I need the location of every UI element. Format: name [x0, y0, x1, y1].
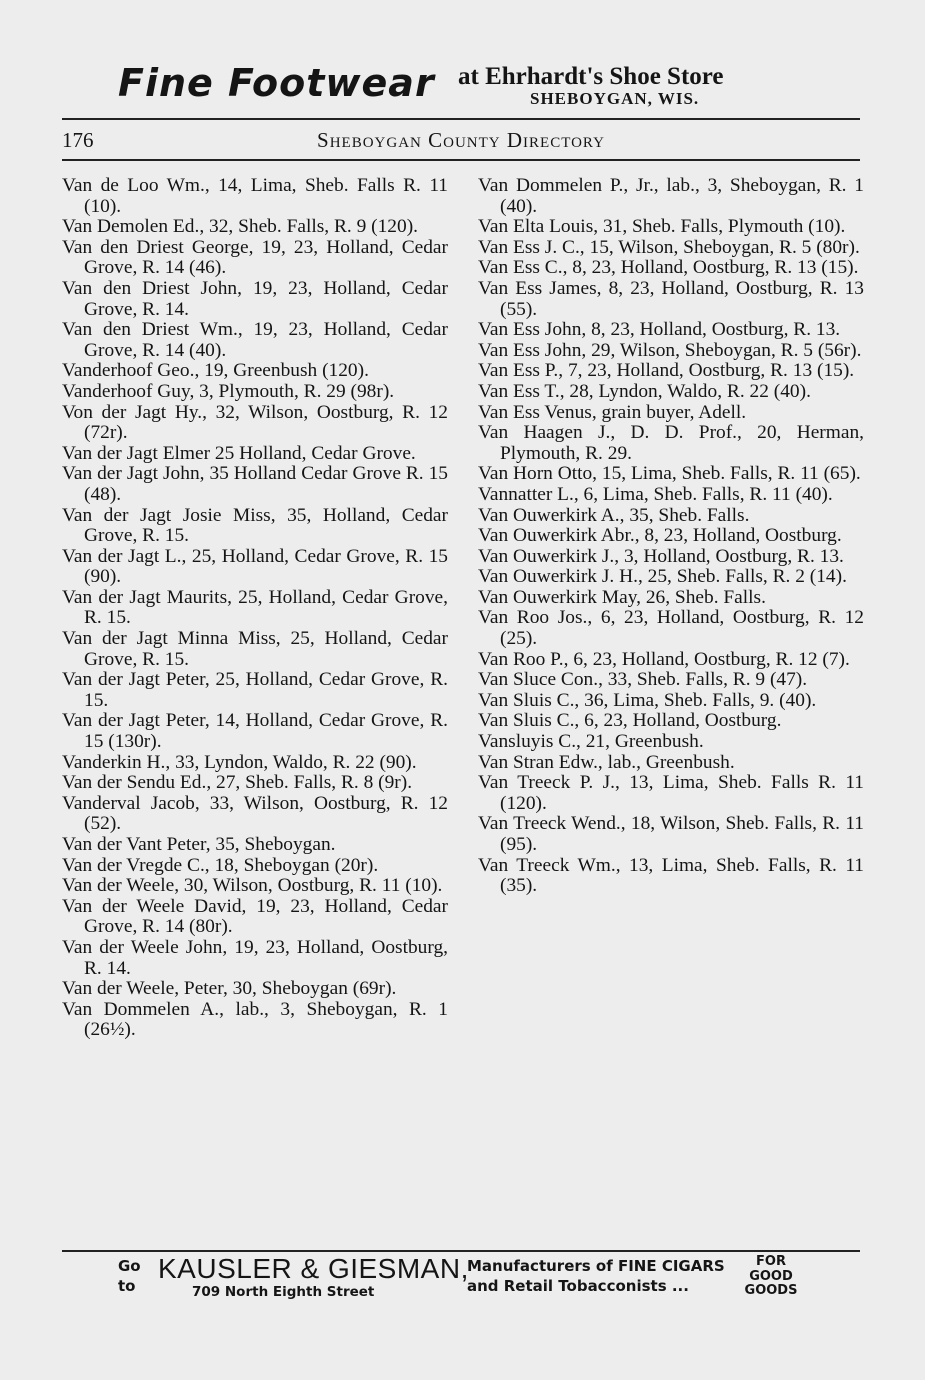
- running-head: [62, 128, 860, 154]
- directory-entry: Van Roo Jos., 6, 23, Holland, Oostburg, R. 12 (25).: [478, 607, 864, 650]
- directory-entry: Van Ess P., 7, 23, Holland, Oostburg, R. 13 (15).: [478, 360, 855, 382]
- directory-entry: Van Haagen J., D. D. Prof., 20, Herman, Plymouth, R. 29.: [478, 422, 864, 464]
- directory-entry: Van den Driest George, 19, 23, Holland, Cedar Grove, R. 14 (46).: [62, 236, 448, 279]
- footer-rule: [62, 1250, 860, 1252]
- ad-address: 709 North Eighth Street: [192, 1284, 375, 1300]
- directory-entry: Van Sluce Con., 33, Sheb. Falls, R. 9 (47).: [478, 669, 808, 691]
- directory-entry: Van Ouwerkirk J., 3, Holland, Oostburg, R. 13.: [478, 545, 844, 567]
- directory-entry: Van Ess C., 8, 23, Holland, Oostburg, R. 13 (15).: [478, 257, 859, 279]
- directory-entry: Van Dommelen A., lab., 3, Sheboygan, R. 1 (26½).: [62, 998, 448, 1041]
- ad-go-word: Go: [118, 1257, 141, 1275]
- directory-entry: Vannatter L., 6, Lima, Sheb. Falls, R. 11 (40).: [478, 483, 833, 505]
- directory-entry: Van der Jagt Maurits, 25, Holland, Cedar Grove, R. 15.: [62, 586, 448, 629]
- directory-entry: Vanderhoof Guy, 3, Plymouth, R. 29 (98r).: [62, 380, 395, 402]
- directory-entry: Van Horn Otto, 15, Lima, Sheb. Falls, R. 11 (65).: [478, 463, 861, 485]
- ad-slogan-line-3: GOODS: [744, 1283, 798, 1298]
- directory-entry: Van Treeck P. J., 13, Lima, Sheb. Falls R. 11 (120).: [478, 772, 864, 814]
- directory-entry: Vanderhoof Geo., 19, Greenbush (120).: [62, 360, 369, 382]
- directory-entry: Van der Jagt John, 35 Holland Cedar Grove R. 15 (48).: [62, 463, 448, 505]
- directory-entry: Van Dommelen P., Jr., lab., 3, Sheboygan, R. 1 (40).: [478, 175, 864, 217]
- directory-entry: Van Ess James, 8, 23, Holland, Oostburg, R. 13 (55).: [478, 277, 864, 320]
- directory-entry: Van der Jagt Peter, 14, Holland, Cedar Grove, R. 15 (130r).: [62, 710, 448, 753]
- directory-entry: Van Ouwerkirk J. H., 25, Sheb. Falls, R. 2 (14).: [478, 566, 847, 588]
- directory-entry: Van Ouwerkirk Abr., 8, 23, Holland, Oostburg.: [478, 525, 842, 547]
- directory-entry: Van der Weele John, 19, 23, Holland, Oostburg, R. 14.: [62, 936, 448, 979]
- directory-entry: Van Stran Edw., lab., Greenbush.: [478, 751, 735, 773]
- ad-description: [467, 1256, 725, 1296]
- directory-entry: Van der Weele, 30, Wilson, Oostburg, R. 11 (10).: [62, 875, 443, 897]
- directory-entry: Vanderkin H., 33, Lyndon, Waldo, R. 22 (90).: [62, 751, 417, 773]
- directory-entry: Van der Vant Peter, 35, Sheboygan.: [62, 834, 336, 855]
- directory-entry: Van der Jagt L., 25, Holland, Cedar Grove, R. 15 (90).: [62, 545, 448, 588]
- directory-entry: Van Sluis C., 6, 23, Holland, Oostburg.: [478, 710, 782, 732]
- directory-entry: Van der Weele, Peter, 30, Sheboygan (69r).: [62, 978, 397, 1000]
- directory-entry: Van Roo P., 6, 23, Holland, Oostburg, R. 12 (7).: [478, 648, 850, 670]
- ad-city: SHEBOYGAN, WIS.: [530, 89, 700, 108]
- ad-description-line-1: Manufacturers of FINE CIGARS: [467, 1257, 725, 1275]
- directory-entry: Van Treeck Wm., 13, Lima, Sheb. Falls, R. 11 (35).: [478, 854, 864, 897]
- directory-entry: Van der Jagt Peter, 25, Holland, Cedar Grove, R. 15.: [62, 669, 448, 711]
- directory-entry: Van der Jagt Minna Miss, 25, Holland, Cedar Grove, R. 15.: [62, 628, 448, 670]
- directory-entry: Van Sluis C., 36, Lima, Sheb. Falls, 9. (40).: [478, 689, 817, 711]
- top-rule: [62, 118, 860, 120]
- directory-entry: Van Ouwerkirk A., 35, Sheb. Falls.: [478, 504, 750, 526]
- directory-entry: Van Ess Venus, grain buyer, Adell.: [478, 401, 747, 423]
- directory-entry: Van de Loo Wm., 14, Lima, Sheb. Falls R. 11 (10).: [62, 175, 448, 217]
- left-column: [62, 176, 448, 1041]
- ad-description-line-2: and Retail Tobacconists ...: [467, 1277, 689, 1295]
- directory-entry: Van Ess John, 29, Wilson, Sheboygan, R. 5 (56r).: [478, 339, 862, 361]
- ad-brand: Fine Footwear: [118, 61, 435, 105]
- directory-entry: Van Ess John, 8, 23, Holland, Oostburg, R. 13.: [478, 319, 841, 341]
- directory-entry: Van der Sendu Ed., 27, Sheb. Falls, R. 8 (9r).: [62, 772, 413, 794]
- directory-entry: Van der Jagt Josie Miss, 35, Holland, Cedar Grove, R. 15.: [62, 504, 448, 547]
- ad-slogan: [734, 1255, 808, 1299]
- directory-entry: Van den Driest John, 19, 23, Holland, Cedar Grove, R. 14.: [62, 277, 448, 320]
- page-number: 176: [62, 128, 94, 152]
- ad-to-word: to: [118, 1277, 136, 1295]
- directory-title: Sheboygan County Directory: [317, 128, 605, 152]
- ad-firm-name: KAUSLER & GIESMAN,: [158, 1253, 469, 1284]
- directory-entry: Van Demolen Ed., 32, Sheb. Falls, R. 9 (120).: [62, 216, 418, 238]
- directory-entry: Van der Vregde C., 18, Sheboygan (20r).: [62, 854, 379, 876]
- ad-slogan-line-2: GOOD: [749, 1268, 793, 1284]
- header-rule: [62, 159, 860, 161]
- ad-store-name: at Ehrhardt's Shoe Store: [458, 63, 724, 90]
- directory-entry: Van Ouwerkirk May, 26, Sheb. Falls.: [478, 586, 766, 608]
- directory-entry: Van der Jagt Elmer 25 Holland, Cedar Grove.: [62, 442, 416, 464]
- directory-entry: Van Ess T., 28, Lyndon, Waldo, R. 22 (40).: [478, 380, 811, 402]
- directory-entry: Van Treeck Wend., 18, Wilson, Sheb. Falls, R. 11 (95).: [478, 813, 864, 855]
- ad-go-to: [118, 1256, 144, 1296]
- footer-advertisement: [62, 1254, 860, 1304]
- directory-entry: Van Ess J. C., 15, Wilson, Sheboygan, R. 5 (80r).: [478, 236, 860, 258]
- directory-entry: Van den Driest Wm., 19, 23, Holland, Cedar Grove, R. 14 (40).: [62, 319, 448, 361]
- right-column: [478, 176, 864, 897]
- directory-entry: Van der Weele David, 19, 23, Holland, Cedar Grove, R. 14 (80r).: [62, 895, 448, 938]
- header-advertisement: [118, 60, 818, 112]
- directory-entry: Vanderval Jacob, 33, Wilson, Oostburg, R. 12 (52).: [62, 792, 448, 835]
- directory-entry: Von der Jagt Hy., 32, Wilson, Oostburg, R. 12 (72r).: [62, 401, 448, 444]
- directory-entry: Van Elta Louis, 31, Sheb. Falls, Plymouth (10).: [478, 216, 846, 238]
- ad-slogan-line-1: FOR: [756, 1254, 786, 1269]
- directory-entry: Vansluyis C., 21, Greenbush.: [478, 731, 704, 753]
